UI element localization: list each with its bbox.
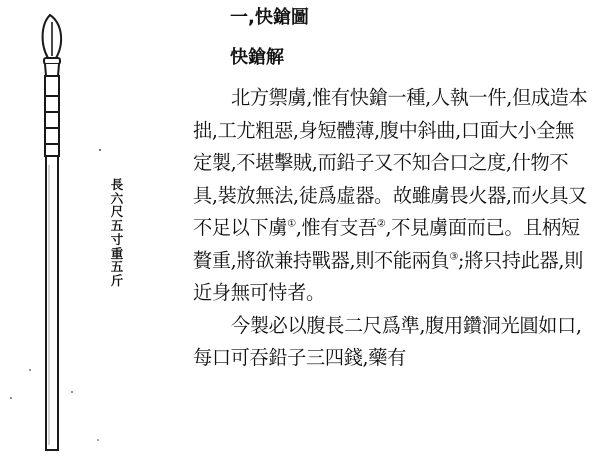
spear-socket — [45, 64, 59, 76]
quick-spear-illustration — [0, 0, 170, 471]
page-title: 一,快鎗圖 — [230, 7, 309, 28]
text-line: 器,則不能兩負 — [330, 248, 450, 272]
section-subtitle: 快鎗解 — [230, 47, 284, 68]
text-line: 腹中斜曲,口面大小全無定製,不堪擊 — [193, 118, 574, 174]
footnote-marker: ③ — [449, 251, 459, 263]
text-line: ,惟有支吾 — [295, 216, 377, 239]
text-line: 光圓如口,每口可吞鉛子三四錢,藥有 — [193, 313, 582, 369]
wooden-shaft — [46, 156, 58, 450]
text-line: 賊,而鉛子又不知合口之度,什物不具, — [193, 151, 569, 207]
text-line: 見虜面而已。且柄短贅重,將欲兼持戰 — [193, 216, 580, 272]
footnote-marker: ② — [376, 218, 386, 230]
body-text — [193, 82, 589, 375]
dimension-caption: 長六尺五寸重五斤 — [110, 177, 124, 288]
text-line: 裝放無法,徒爲虛器。故雖虜畏火器, — [217, 183, 512, 207]
text-line: 件,但成造本拙,工尤粗惡,身短體薄, — [193, 86, 588, 142]
text-line: 今製必以腹長二尺爲準,腹用鑽洞 — [231, 313, 501, 337]
text-line: 而火具又不足以下虜 — [193, 183, 588, 239]
paragraph — [193, 82, 589, 310]
paragraph — [193, 310, 589, 375]
text-line: ,不 — [385, 216, 411, 239]
footnote-marker: ① — [287, 218, 296, 230]
spear-collar — [44, 58, 60, 64]
text-line: ;將只持此器,則近身 — [193, 248, 583, 304]
text-line: 無可恃者。 — [230, 281, 325, 304]
text-line: 北方禦虜,惟有快鎗一種,人執一 — [231, 86, 488, 109]
